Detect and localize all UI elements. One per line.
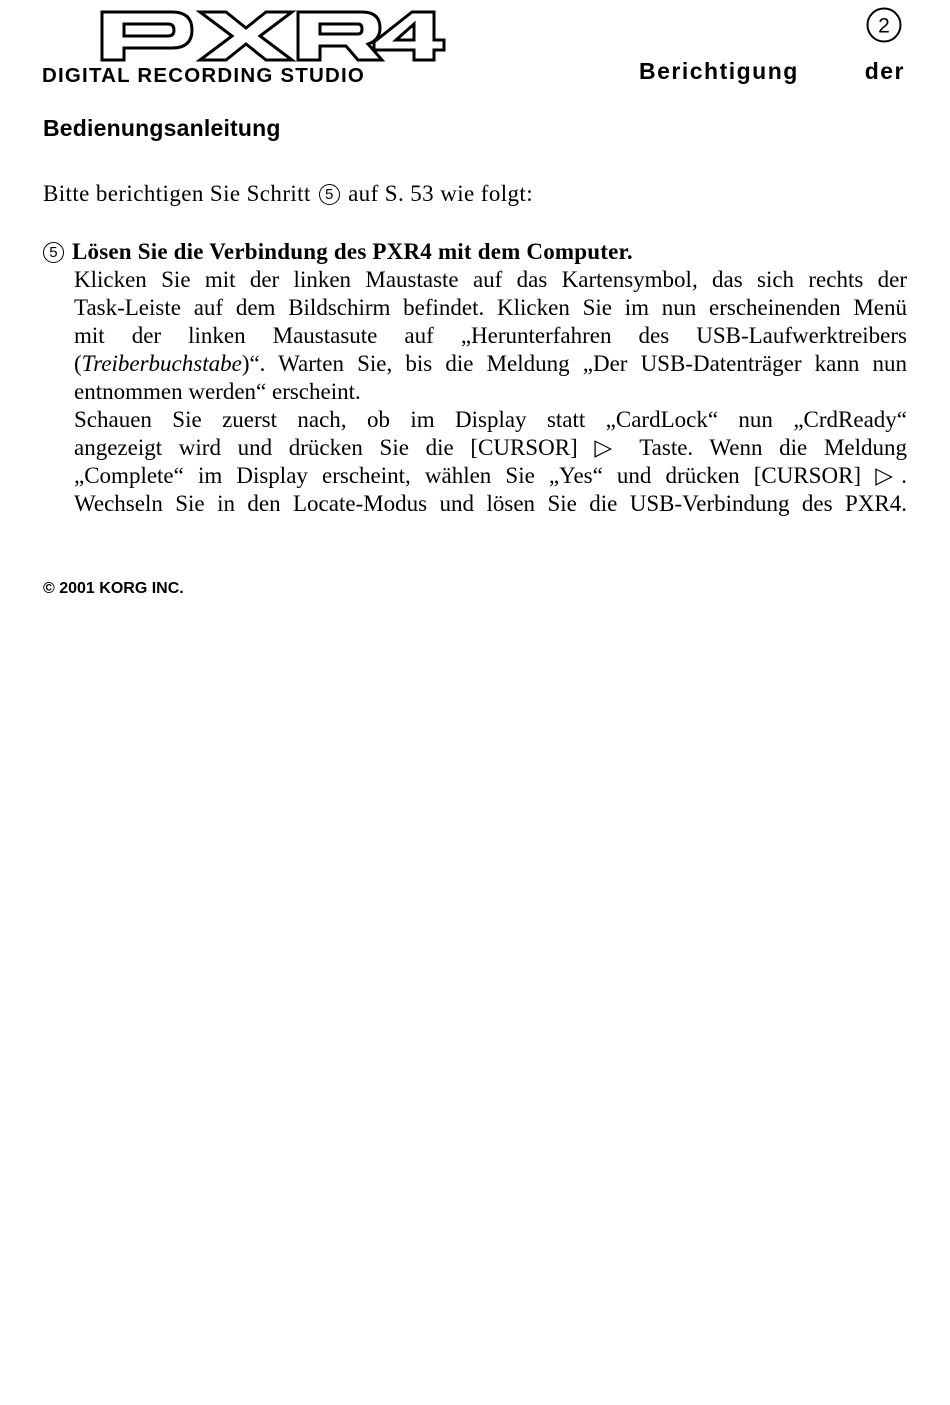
intro-after: auf S. 53 wie folgt: (348, 181, 534, 206)
step-line: Schauen Sie zuerst nach, ob im Display statt „CardLock“ nun „CrdReady“ (74, 407, 907, 432)
step-number: 5 (43, 242, 64, 263)
step-block (43, 238, 907, 518)
pxr4-logo-graphic (40, 6, 470, 90)
step-line: Wechseln Sie in den Locate-Modus und lösen Sie die USB-Verbindung des PXR4. (74, 491, 907, 516)
intro-step-ref: 5 (319, 184, 340, 205)
step-line: mit der linken Maustasute auf „Herunterfahren des USB-Laufwerktreibers (74, 323, 907, 348)
step-body (74, 266, 907, 518)
header-title-part2: der (864, 58, 905, 84)
step-line: „Complete“ im Display erscheint, wählen Sie „Yes“ und drücken [CURSOR] ▷. (74, 463, 907, 488)
intro-text (43, 181, 533, 207)
copyright-notice: © 2001 KORG INC. (43, 580, 184, 597)
step-heading-row (43, 238, 907, 266)
italic-term: Treiberbuchstabe (81, 351, 242, 376)
step-heading: Lösen Sie die Verbindung des PXR4 mit dem Computer. (72, 239, 633, 264)
step-line: Task-Leiste auf dem Bildschirm befindet. Klicken Sie im nun erscheinenden Menü (74, 295, 907, 320)
header-title-part1: Berichtigung (639, 58, 799, 84)
intro-before: Bitte berichtigen Sie Schritt (43, 181, 311, 206)
header-title-part3: Bedienungsanleitung (43, 115, 281, 141)
step-line: angezeigt wird und drücken Sie die [CURSOR] ▷ Taste. Wenn die Meldung (74, 435, 907, 460)
logo-subtitle: DIGITAL RECORDING STUDIO (42, 64, 366, 87)
step-line: entnommen werden“ erscheint. (74, 379, 361, 404)
step-line: Klicken Sie mit der linken Maustaste auf das Kartensymbol, das sich rechts der (74, 267, 907, 292)
step-line: (Treiberbuchstabe)“. Warten Sie, bis die Meldung „Der USB-Datenträger kann nun (74, 351, 907, 376)
header-title-line1 (639, 58, 905, 85)
page-number-badge (866, 7, 902, 43)
page-number: 2 (878, 14, 890, 38)
